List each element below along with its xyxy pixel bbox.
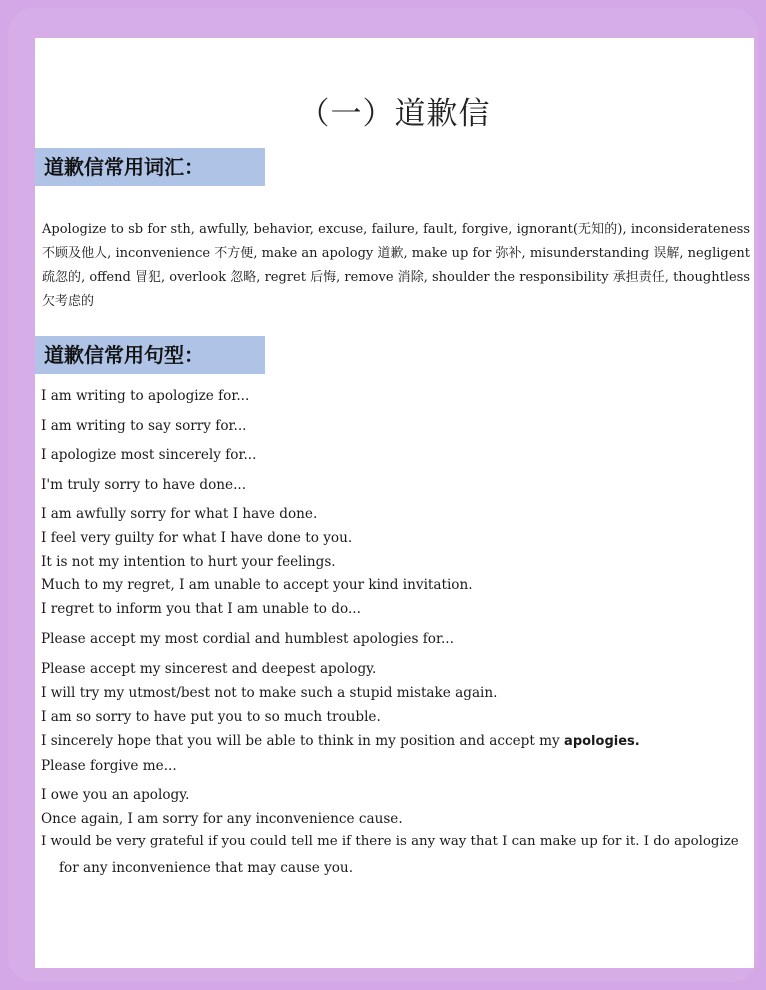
sentence-line: for any inconvenience that may cause you. [59,860,354,876]
sentence-line: Once again, I am sorry for any inconvenience cause. [41,811,403,827]
page-title: （一）道歉信 [298,96,491,132]
sentence-line: I apologize most sincerely for... [41,447,257,463]
sentence-line: I am writing to say sorry for... [41,418,247,434]
sentence-line: Please forgive me... [41,758,177,774]
sentence-heading: 道歉信常用句型： [35,336,265,374]
sentence-line: I would be very grateful if you could tell me if there is any way that I can make up for it. I do apologize [41,834,739,849]
sentence-line: I am so sorry to have put you to so much trouble. [41,709,381,725]
sentence-line: It is not my intention to hurt your feelings. [41,554,336,570]
sentence-line: I regret to inform you that I am unable to do... [41,601,361,617]
sentence-line: I'm truly sorry to have done... [41,477,247,493]
sentence-line: I am awfully sorry for what I have done. [41,506,318,522]
sentence-line [41,733,640,749]
vocab-paragraph: Apologize to sb for sth, awfully, behavior, excuse, failure, fault, forgive, ignorant(无知的), inconsiderateness 不顾及他人, inconvenience 不方便, make an apology 道歉, make up for 弥补, misunderstanding 误解, negligent 疏忽的, offend 冒犯, overlook 忽略, regret 后悔, remove 消除, shoulder the responsibility 承担责任, thoughtless 欠考虑的 [42,222,750,309]
sentence-bold-word: apologies. [564,734,640,749]
sentence-text: I sincerely hope that you will be able to think in my position and accept my [41,733,560,749]
sentence-line: I feel very guilty for what I have done to you. [41,530,353,546]
sentence-line: I owe you an apology. [41,787,190,803]
sentence-line: I will try my utmost/best not to make such a stupid mistake again. [41,685,498,701]
sentence-line: Please accept my most cordial and humblest apologies for... [41,631,454,647]
sentence-line: Much to my regret, I am unable to accept your kind invitation. [41,577,473,593]
page-frame [8,8,758,982]
vocab-heading: 道歉信常用词汇： [35,148,265,186]
sentence-line: Please accept my sincerest and deepest apology. [41,661,377,677]
document-page [35,38,754,968]
sentence-line: I am writing to apologize for... [41,388,250,404]
